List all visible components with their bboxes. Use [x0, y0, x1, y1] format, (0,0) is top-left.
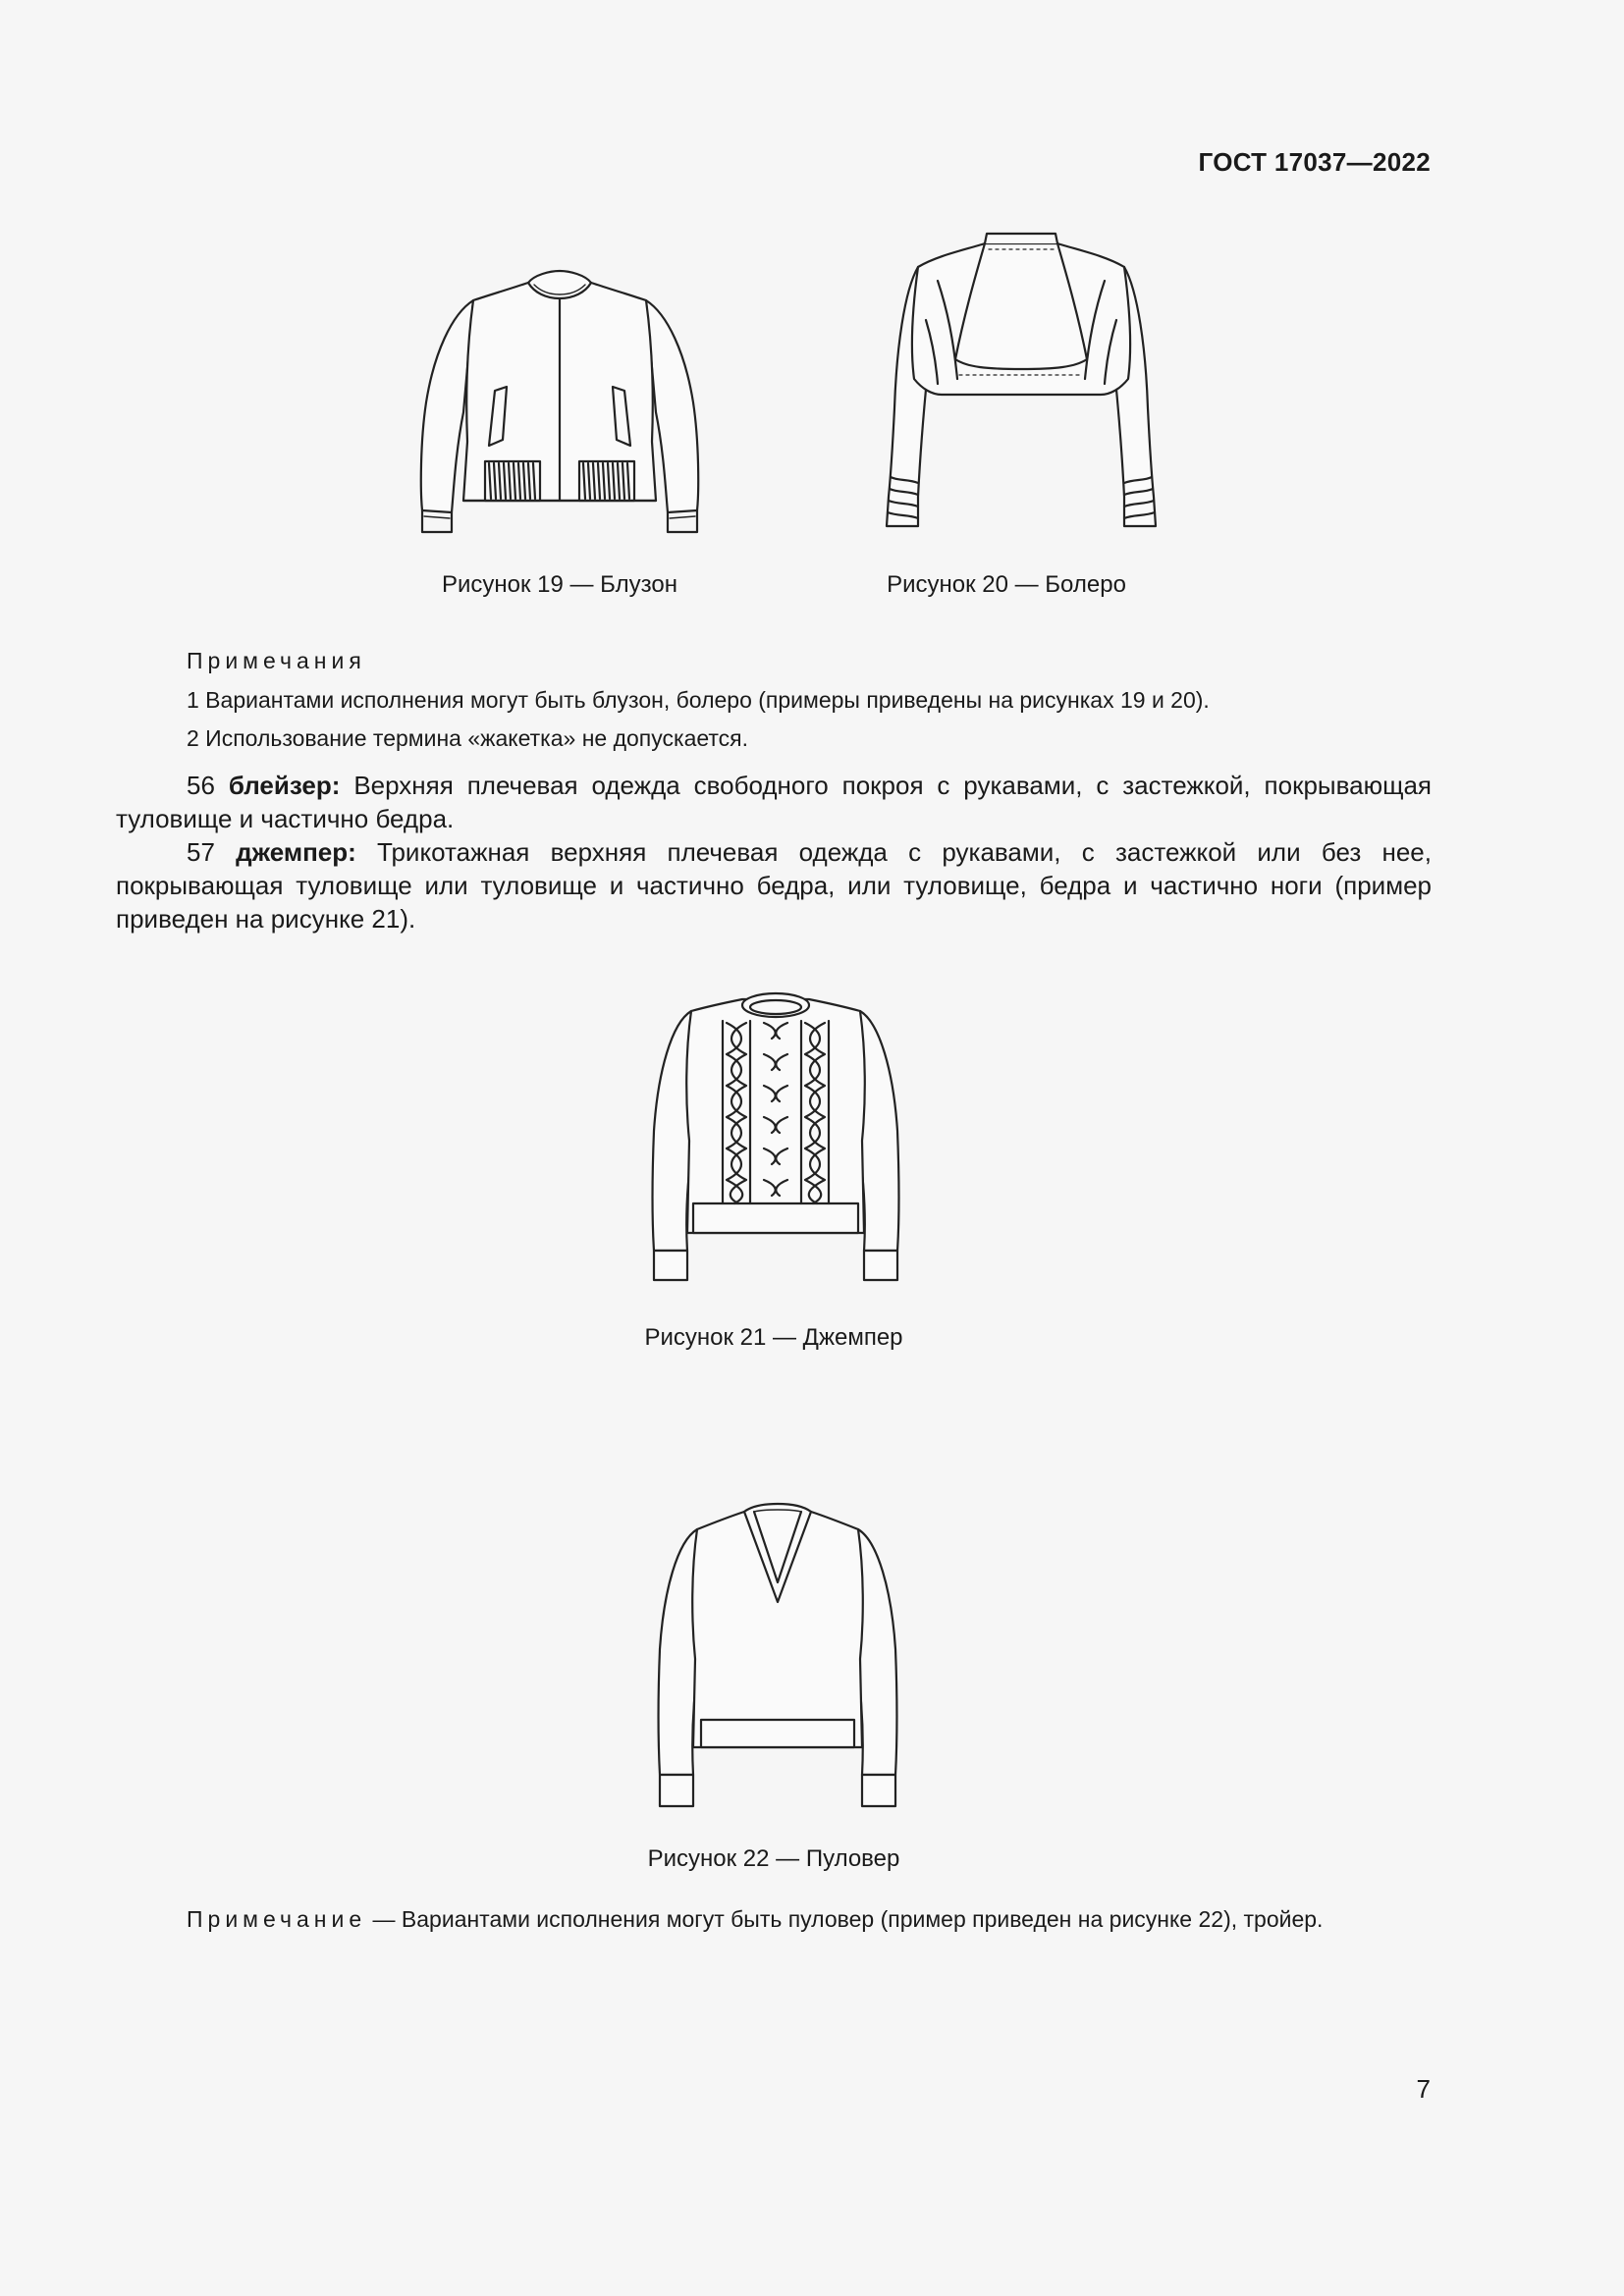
term-title: джемпер:: [236, 837, 356, 867]
term-57-jumper: [116, 835, 1432, 935]
figure-22-caption: Рисунок 22 — Пуловер: [647, 1845, 900, 1872]
note-item-2: 2 Использование термина «жакетка» не допускается.: [187, 725, 749, 751]
figure-19-blouson-illustration: [412, 265, 707, 540]
figure-22-pullover-illustration: [652, 1502, 903, 1810]
term-definition: Верхняя плечевая одежда свободного покроя с рукавами, с застежкой, покрывающая туловище и частично бедра.: [116, 771, 1432, 833]
document-code: ГОСТ 17037—2022: [1198, 147, 1431, 177]
page-number: 7: [1416, 2074, 1431, 2104]
term-number: 57: [187, 837, 215, 867]
figure-21-caption: Рисунок 21 — Джемпер: [644, 1324, 903, 1351]
figure-20-bolero-illustration: [879, 232, 1164, 538]
figure-21-jumper-illustration: [648, 993, 903, 1286]
figure-20-caption: Рисунок 20 — Болеро: [887, 571, 1126, 598]
bottom-note-label: Примечание: [187, 1906, 367, 1932]
term-56-blazer: [116, 769, 1432, 835]
term-definition: Трикотажная верхняя плечевая одежда с рукавами, с застежкой или без нее, покрывающая туловище или туловище и частично бедра, или туловище, бедра и частично ноги (пример приведен на рисунке 21).: [116, 837, 1432, 934]
bottom-note-text: — Вариантами исполнения могут быть пуловер (пример приведен на рисунке 22), тройер.: [366, 1906, 1324, 1932]
notes-heading: Примечания: [187, 648, 366, 673]
figure-19-caption: Рисунок 19 — Блузон: [441, 571, 678, 598]
bottom-note: [187, 1906, 1323, 1933]
term-title: блейзер:: [228, 771, 341, 800]
term-number: 56: [187, 771, 215, 800]
note-item-1: 1 Вариантами исполнения могут быть блузон, болеро (примеры приведены на рисунках 19 и 20).: [187, 687, 1210, 713]
